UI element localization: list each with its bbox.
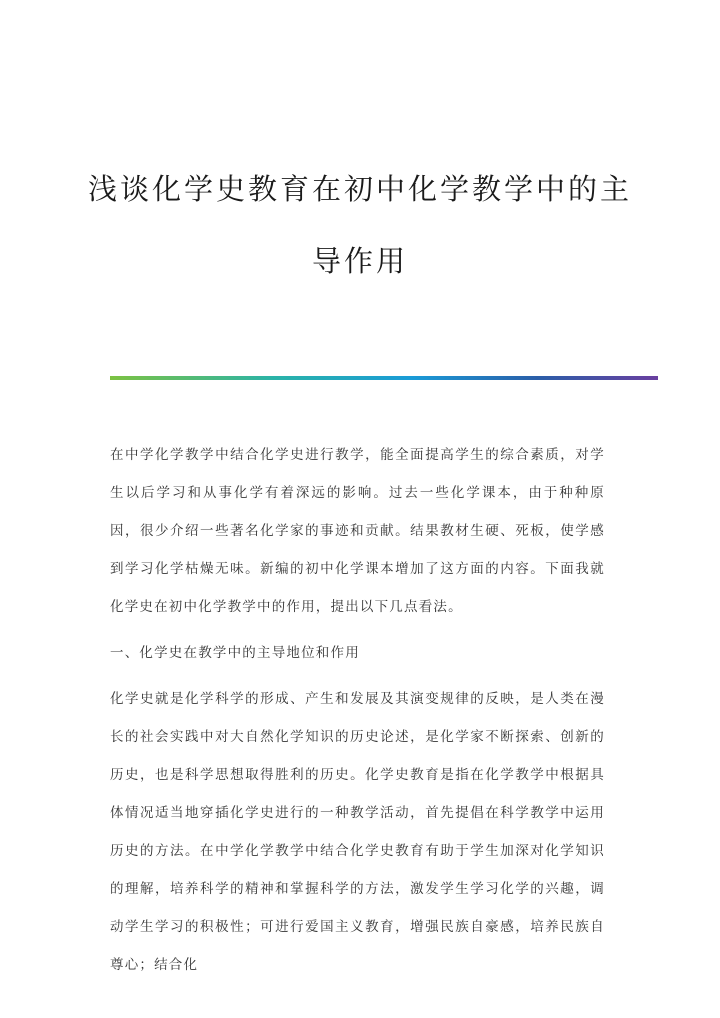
paragraph-section-1: 化学史就是化学科学的形成、产生和发展及其演变规律的反映，是人类在漫长的社会实践中对大自然化学知识的历史论述，是化学家不断探索、创新的历史，也是科学思想取得胜利的历史。化学史教育是指在化学教学中根据具体情况适当地穿插化学史进行的一种教学活动，首先提倡在科学教学中运用历史的方法。在中学化学教学中结合化学史教育有助于学生加深对化学知识的理解，培养科学的精神和掌握科学的方法，激发学生学习化学的兴趣，调动学生学习的积极性；可进行爱国主义教育，增强民族自豪感，培养民族自尊心；结合化: [110, 691, 605, 973]
document-title: [0, 160, 720, 278]
gradient-divider: [110, 376, 658, 380]
document-body: [110, 436, 605, 992]
title-line-2: 导作用: [311, 244, 408, 278]
section-heading: 一、化学史在教学中的主导地位和作用: [110, 645, 360, 661]
title-line-1: 浅谈化学史教育在初中化学教学中的主: [87, 172, 632, 206]
paragraph-intro: 在中学化学教学中结合化学史进行教学，能全面提高学生的综合素质，对学生以后学习和从事化学有着深远的影响。过去一些化学课本，由于种种原因，很少介绍一些著名化学家的事迹和贡献。结果教材生硬、死板，使学感到学习化学枯燥无味。新编的初中化学课本增加了这方面的内容。下面我就化学史在初中化学教学中的作用，提出以下几点看法。: [110, 447, 605, 615]
